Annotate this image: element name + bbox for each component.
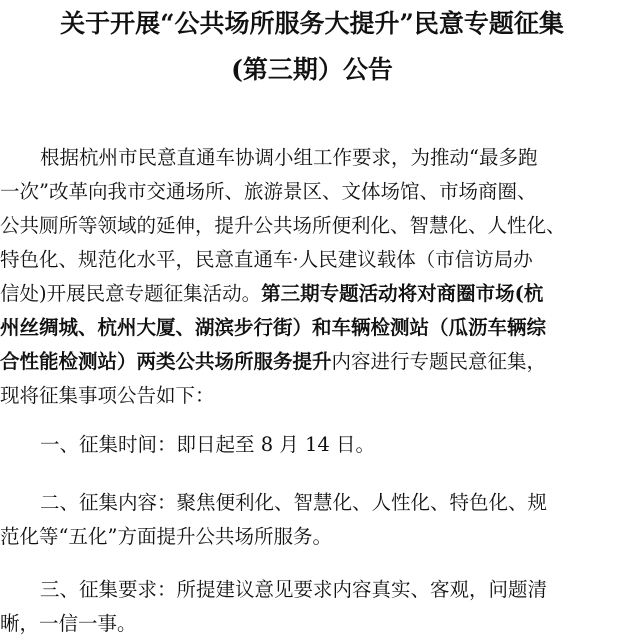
document-title-line-1: 关于开展“公共场所服务大提升”民意专题征集 bbox=[60, 9, 564, 38]
document-title-line-2: (第三期）公告 bbox=[231, 55, 393, 84]
paragraph-1-line-8: 现将征集事项公告如下： bbox=[0, 384, 215, 407]
paragraph-1-line-5 bbox=[0, 281, 624, 307]
paragraph-1-line-2: 一次”改革向我市交通场所、旅游景区、文体场馆、市场商圈、 bbox=[0, 180, 537, 203]
section-2-line-2: 范化等“五化”方面提升公共场所服务。 bbox=[0, 525, 332, 548]
paragraph-1-line-6: 州丝绸城、杭州大厦、湖滨步行街）和车辆检测站（瓜沥车辆综 bbox=[0, 316, 547, 339]
section-3-line-2: 晰，一信一事。 bbox=[0, 612, 137, 635]
paragraph-1-line-5-normal-text: 信处)开展民意专题征集活动。 bbox=[0, 282, 262, 305]
paragraph-1-line-7-normal-text: 内容进行专题民意征集， bbox=[331, 350, 547, 373]
paragraph-1-line-5-bold-text: 第三期专题活动将对商圈市场(杭 bbox=[261, 282, 544, 305]
paragraph-1-line-7 bbox=[0, 349, 624, 375]
paragraph-1-line-3: 公共厕所等领域的延伸，提升公共场所便利化、智慧化、人性化、 bbox=[0, 214, 566, 237]
section-3-line-1: 三、征集要求：所提建议意见要求内容真实、客观，问题清 bbox=[40, 578, 548, 601]
section-1-line-1: 一、征集时间：即日起至 8 月 14 日。 bbox=[40, 433, 376, 456]
section-2-line-1: 二、征集内容：聚焦便利化、智慧化、人性化、特色化、规 bbox=[40, 491, 548, 514]
paragraph-1-line-4: 特色化、规范化水平，民意直通车·人民建议载体（市信访局办 bbox=[0, 248, 533, 271]
paragraph-1-line-7-bold-text: 合性能检测站）两类公共场所服务提升 bbox=[0, 350, 332, 373]
paragraph-1-line-1: 根据杭州市民意直通车协调小组工作要求，为推动“最多跑 bbox=[40, 146, 538, 169]
